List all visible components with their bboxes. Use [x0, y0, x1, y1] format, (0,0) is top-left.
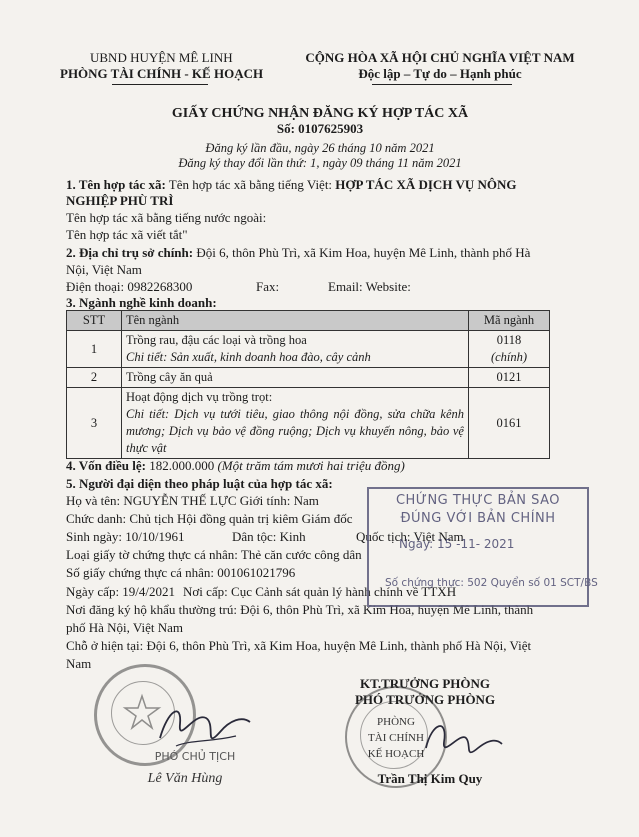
- capital-words: (Một trăm tám mươi hai triệu đồng): [217, 458, 405, 473]
- rep-nationality: Quốc tịch: Việt Nam: [356, 529, 464, 544]
- section-3-heading: 3. Ngành nghề kinh doanh:: [66, 295, 217, 310]
- row-name: [122, 331, 469, 368]
- rep-ethnic: Dân tộc: Kinh: [232, 529, 306, 544]
- right-seal-text-2: TÀI CHÍNH: [368, 732, 424, 744]
- phone: Điện thoại: 0982268300: [66, 279, 193, 294]
- section-2-line: [66, 245, 530, 261]
- certificate-title: GIẤY CHỨNG NHẬN ĐĂNG KÝ HỢP TÁC XÃ: [171, 106, 469, 121]
- national-motto: Độc lập – Tự do – Hạnh phúc: [358, 66, 522, 81]
- right-header-rule: [372, 84, 512, 85]
- row-title: Hoạt động dịch vụ trồng trọt:: [126, 390, 273, 404]
- certificate-number: Số: 0107625903: [276, 121, 364, 136]
- vn-name: HỢP TÁC XÃ DỊCH VỤ NÔNG: [335, 177, 517, 192]
- agency-name: UBND HUYỆN MÊ LINH: [90, 50, 233, 65]
- certified-copy-stamp: [367, 487, 598, 607]
- right-signer-title-1: KT.TRƯỞNG PHÒNG: [360, 676, 490, 691]
- left-header-rule: [112, 84, 208, 85]
- right-seal-text-3: KẾ HOẠCH: [367, 748, 425, 760]
- stamp-line-1: CHỨNG THỰC BẢN SAO: [395, 493, 561, 508]
- table-row: [67, 388, 550, 459]
- left-signer-name: Lê Văn Hùng: [147, 771, 223, 786]
- table-row: [67, 368, 550, 388]
- rep-residence-2: phố Hà Nội, Việt Nam: [66, 620, 184, 635]
- rep-current-2: Nam: [66, 656, 92, 671]
- row-code: [469, 331, 550, 368]
- change-registration: Đăng ký thay đổi lần thứ: 1, ngày 09 tháng 11 năm 2021: [178, 156, 462, 170]
- rep-dob: Sinh ngày: 10/10/1961: [66, 529, 185, 544]
- stamp-date: Ngày: 15 -11- 2021: [399, 537, 515, 551]
- section-4-heading: 4. Vốn điều lệ:: [66, 458, 146, 473]
- row-detail: Chi tiết: Dịch vụ tưới tiêu, giao thông nội đồng, sửa chữa kênh mương; Dịch vụ bảo vệ đồng ruộng; Dịch vụ khuyến nông, bảo vệ thực vật: [126, 407, 464, 455]
- col-name: Tên ngành: [122, 311, 469, 331]
- first-registration: Đăng ký lần đầu, ngày 26 tháng 10 năm 2021: [205, 141, 435, 155]
- row-stt: 1: [67, 331, 122, 368]
- row-stt: 3: [67, 388, 122, 459]
- foreign-name: Tên hợp tác xã bằng tiếng nước ngoài:: [66, 210, 267, 225]
- rep-title: Chức danh: Chủ tịch Hội đồng quản trị kiêm Giám đốc: [66, 511, 353, 526]
- section-1-heading: 1. Tên hợp tác xã:: [66, 177, 166, 192]
- row-code: 0161: [469, 388, 550, 459]
- col-stt: STT: [67, 311, 122, 331]
- rep-residence-1: Nơi đăng ký hộ khẩu thường trú: Đội 6, thôn Phù Trì, xã Kim Hoa, huyện Mê Linh, thành: [66, 602, 534, 617]
- table-row: [67, 331, 550, 368]
- right-signer-title-2: PHÓ TRƯỞNG PHÒNG: [354, 692, 496, 707]
- fax: Fax:: [256, 279, 280, 294]
- left-signer-title: PHÓ CHỦ TỊCH: [154, 750, 236, 763]
- rep-id-number: Số giấy chứng thực cá nhân: 001061021796: [66, 565, 296, 580]
- address-line-1: Đội 6, thôn Phù Trì, xã Kim Hoa, huyện Mê Linh, thành phố Hà: [193, 245, 531, 260]
- row-stt: 2: [67, 368, 122, 388]
- right-signer-name: Trần Thị Kim Quy: [377, 771, 483, 786]
- row-name: Trồng cây ăn quả: [122, 368, 469, 388]
- row-name: [122, 388, 469, 459]
- right-seal-text-1: PHÒNG: [377, 716, 415, 728]
- rep-issue-date: Ngày cấp: 19/4/2021: [66, 584, 176, 599]
- rep-issue-place: Nơi cấp: Cục Cảnh sát quản lý hành chính về TTXH: [183, 584, 457, 599]
- section-1-line: [66, 177, 516, 193]
- vn-name-label: Tên hợp tác xã bằng tiếng Việt:: [165, 177, 336, 192]
- row-detail: Chi tiết: Sản xuất, kinh doanh hoa đào, cây cảnh: [126, 350, 371, 364]
- section-5-heading: 5. Người đại diện theo pháp luật của hợp tác xã:: [66, 476, 333, 491]
- capital-amount: 182.000.000: [145, 458, 218, 473]
- table-header-row: [67, 311, 550, 331]
- address-line-2: Nội, Việt Nam: [66, 262, 142, 277]
- row-code: 0121: [469, 368, 550, 388]
- rep-current-1: Chỗ ở hiện tại: Đội 6, thôn Phù Trì, xã Kim Hoa, huyện Mê Linh, thành phố Hà Nội, Việt: [66, 638, 532, 653]
- section-2-heading: 2. Địa chỉ trụ sở chính:: [66, 245, 194, 260]
- col-code: Mã ngành: [469, 311, 550, 331]
- national-title: CỘNG HÒA XÃ HỘI CHỦ NGHĨA VIỆT NAM: [305, 50, 575, 65]
- rep-name: Họ và tên: NGUYỄN THẾ LỰC Giới tính: Nam: [66, 493, 319, 508]
- row-code-note: (chính): [490, 350, 528, 364]
- row-code-value: 0118: [496, 333, 522, 347]
- email-website: Email: Website:: [328, 279, 411, 294]
- department-name: PHÒNG TÀI CHÍNH - KẾ HOẠCH: [60, 66, 264, 81]
- short-name: Tên hợp tác xã viết tắt": [66, 227, 188, 242]
- vn-name-continued: NGHIỆP PHÙ TRÌ: [66, 193, 174, 208]
- section-4-line: [66, 458, 405, 474]
- stamp-line-2: ĐÚNG VỚI BẢN CHÍNH: [400, 511, 556, 526]
- business-lines-table: [66, 310, 550, 459]
- row-title: Trồng rau, đậu các loại và trồng hoa: [126, 333, 307, 347]
- right-handwritten-signature: [418, 708, 508, 768]
- stamp-book: Số chứng thực: 502 Quyển số 01 SCT/BS: [385, 577, 598, 589]
- rep-id-type: Loại giấy tờ chứng thực cá nhân: Thẻ căn cước công dân: [66, 547, 362, 562]
